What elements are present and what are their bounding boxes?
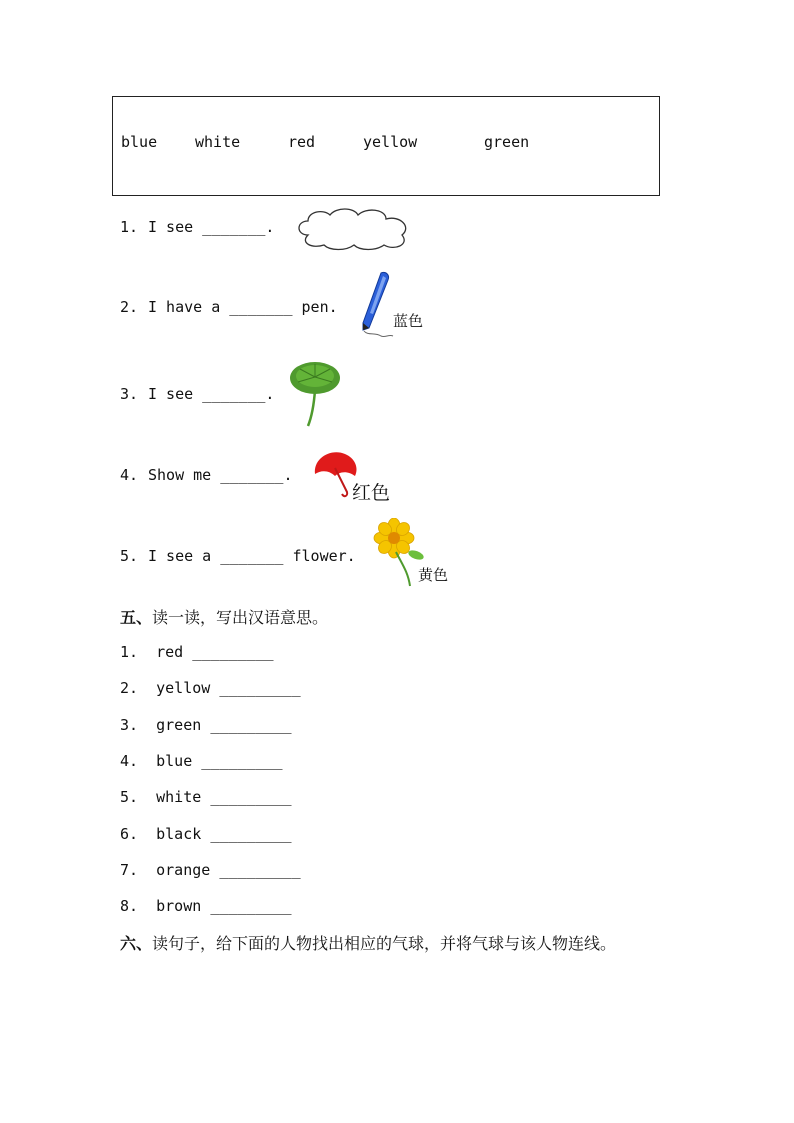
color-hint: 蓝色	[393, 312, 424, 330]
word-bank-box	[112, 96, 660, 196]
list-item: 8. brown _________	[120, 897, 292, 915]
pen-picture	[355, 270, 395, 340]
sentence-text: I have a _______ pen.	[148, 298, 338, 316]
color-hint: 黄色	[418, 566, 449, 584]
list-item: 5. white _________	[120, 788, 292, 806]
list-item: 6. black _________	[120, 825, 292, 843]
word-bank-item: red	[288, 133, 316, 151]
sentence-number: 4.	[120, 466, 139, 484]
list-item: 3. green _________	[120, 716, 292, 734]
sentence-text: I see a _______ flower.	[148, 547, 356, 565]
section-six-heading	[120, 931, 616, 954]
list-item: 1. red _________	[120, 643, 274, 661]
word-bank-item: yellow	[363, 133, 418, 151]
sentence-number: 5.	[120, 547, 139, 565]
section-title: 读句子，给下面的人物找出相应的气球，并将气球与该人物连线。	[152, 934, 617, 953]
word-bank-item: white	[195, 133, 241, 151]
color-hint: 红色	[352, 482, 391, 504]
cloud-picture	[294, 205, 416, 251]
sentence-text: I see _______.	[148, 385, 275, 403]
sentence-number: 1.	[120, 218, 139, 236]
sentence-text: I see _______.	[148, 218, 275, 236]
word-bank-item: green	[484, 133, 530, 151]
leaf-picture	[288, 360, 344, 428]
word-bank-item: blue	[121, 133, 158, 151]
sentence-text: Show me _______.	[148, 466, 293, 484]
section-number: 六、	[120, 934, 153, 953]
section-number: 五、	[120, 608, 153, 627]
list-item: 4. blue _________	[120, 752, 283, 770]
section-title: 读一读，写出汉语意思。	[152, 608, 329, 627]
list-item: 7. orange _________	[120, 861, 301, 879]
sentence-number: 3.	[120, 385, 139, 403]
section-five-heading	[120, 605, 328, 628]
sentence-number: 2.	[120, 298, 139, 316]
list-item: 2. yellow _________	[120, 679, 301, 697]
